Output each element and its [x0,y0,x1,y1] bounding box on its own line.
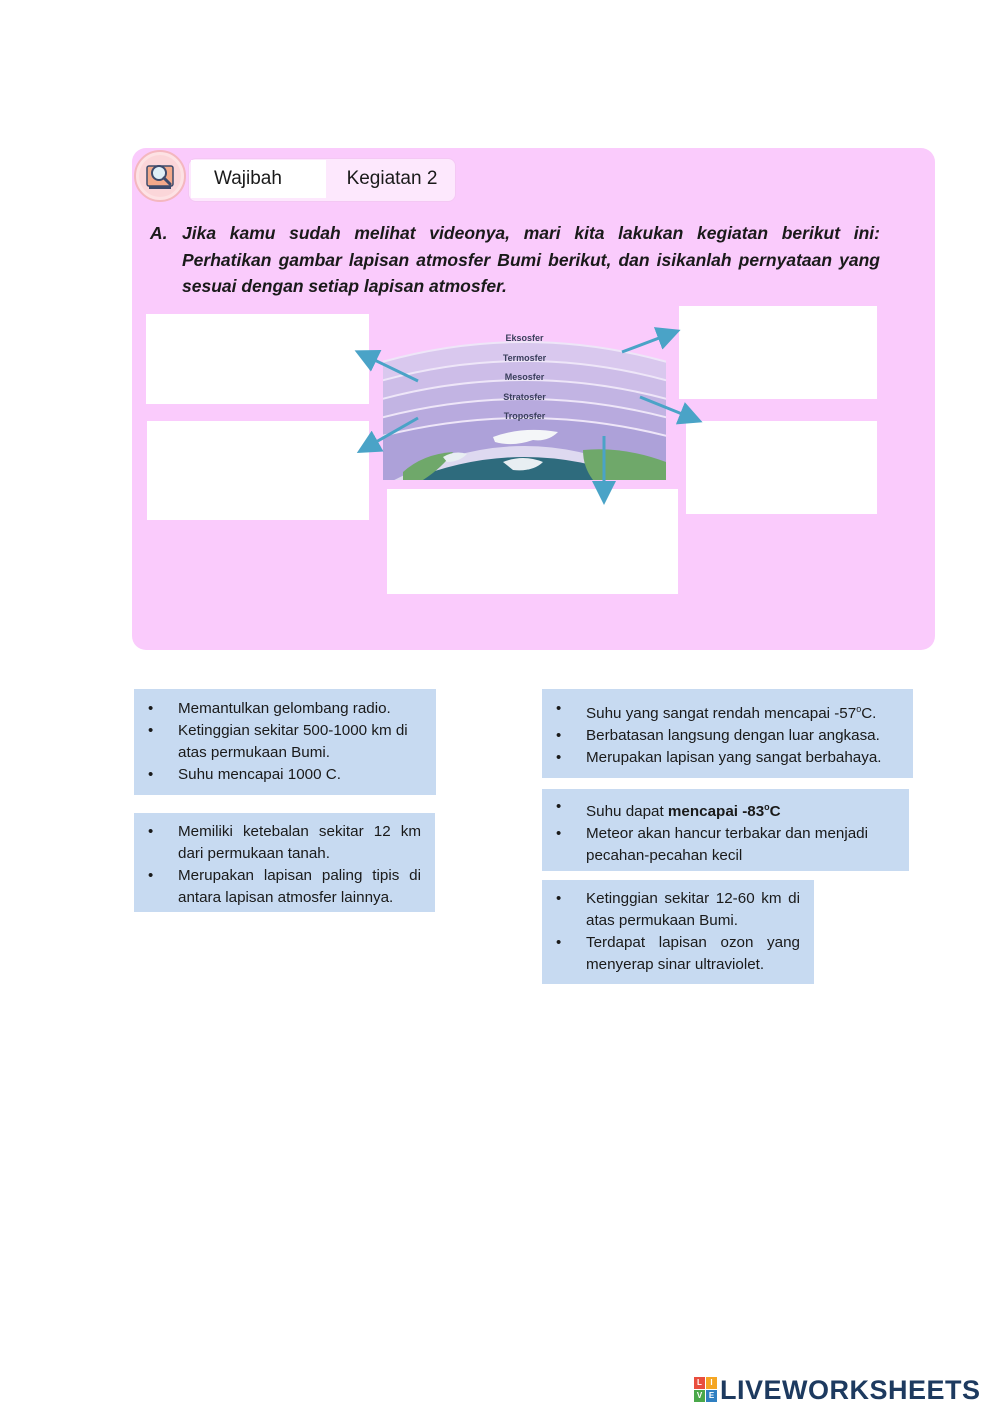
magnifier-book-icon [134,150,186,202]
liveworksheets-logo [694,1374,981,1406]
answer-box-left-top[interactable] [146,314,369,404]
statement-item: • Merupakan lapisan yang sangat berbahaya. [542,747,913,769]
instruction-label: A. [150,223,168,243]
statement-item: • Suhu yang sangat rendah mencapai -57$^o$C. [542,698,913,725]
statement-card-5[interactable] [542,880,814,984]
layer-label-troposfer: Troposfer [503,411,546,421]
statement-card-1[interactable] [134,689,436,795]
instruction-text: Jika kamu sudah melihat videonya, mari kita lakukan kegiatan berikut ini: Perhatikan gambar lapisan atmosfer Bumi berikut, dan isikanlah pernyataan yang sesuai dengan setiap lapisan atmosfer. [182,223,880,296]
tab-wajibah: Wajibah [191,160,326,198]
statement-item: • Memiliki ketebalan sekitar 12 km dari permukaan tanah. [134,821,421,865]
layer-label-termosfer: Termosfer [502,353,547,363]
answer-box-bottom-center[interactable] [387,489,678,594]
statement-card-3[interactable] [542,689,913,778]
liveworksheets-mark-icon: L I V E [694,1377,718,1403]
layer-label-eksosfer: Eksosfer [505,333,544,343]
tab-kegiatan: Kegiatan 2 [346,168,438,189]
brand-name: LIVEWORKSHEETS [720,1374,981,1405]
statement-item: • Suhu dapat mencapai -83$^o$C [542,796,895,823]
statement-item: • Meteor akan hancur terbakar dan menjadi pecahan-pecahan kecil [542,823,895,867]
statement-card-2[interactable] [134,813,435,912]
answer-box-left-bottom[interactable] [147,421,369,520]
instruction [150,220,880,300]
layer-label-mesosfer: Mesosfer [504,372,545,382]
statement-item: • Ketinggian sekitar 500-1000 km di atas permukaan Bumi. [134,720,436,764]
answer-box-right-top[interactable] [679,306,877,399]
statement-item: • Memantulkan gelombang radio. [134,698,436,720]
statement-item: • Suhu mencapai 1000 C. [134,764,436,786]
atmosphere-diagram [383,322,666,480]
statement-item: • Ketinggian sekitar 12-60 km di atas permukaan Bumi. [542,888,800,932]
statement-item: • Merupakan lapisan paling tipis di antara lapisan atmosfer lainnya. [134,865,421,909]
statement-item: • Terdapat lapisan ozon yang menyerap sinar ultraviolet. [542,932,800,976]
statement-item: • Berbatasan langsung dengan luar angkasa. [542,725,913,747]
answer-box-right-bottom[interactable] [686,421,877,514]
layer-label-stratosfer: Stratosfer [503,392,546,402]
statement-card-4[interactable] [542,789,909,871]
